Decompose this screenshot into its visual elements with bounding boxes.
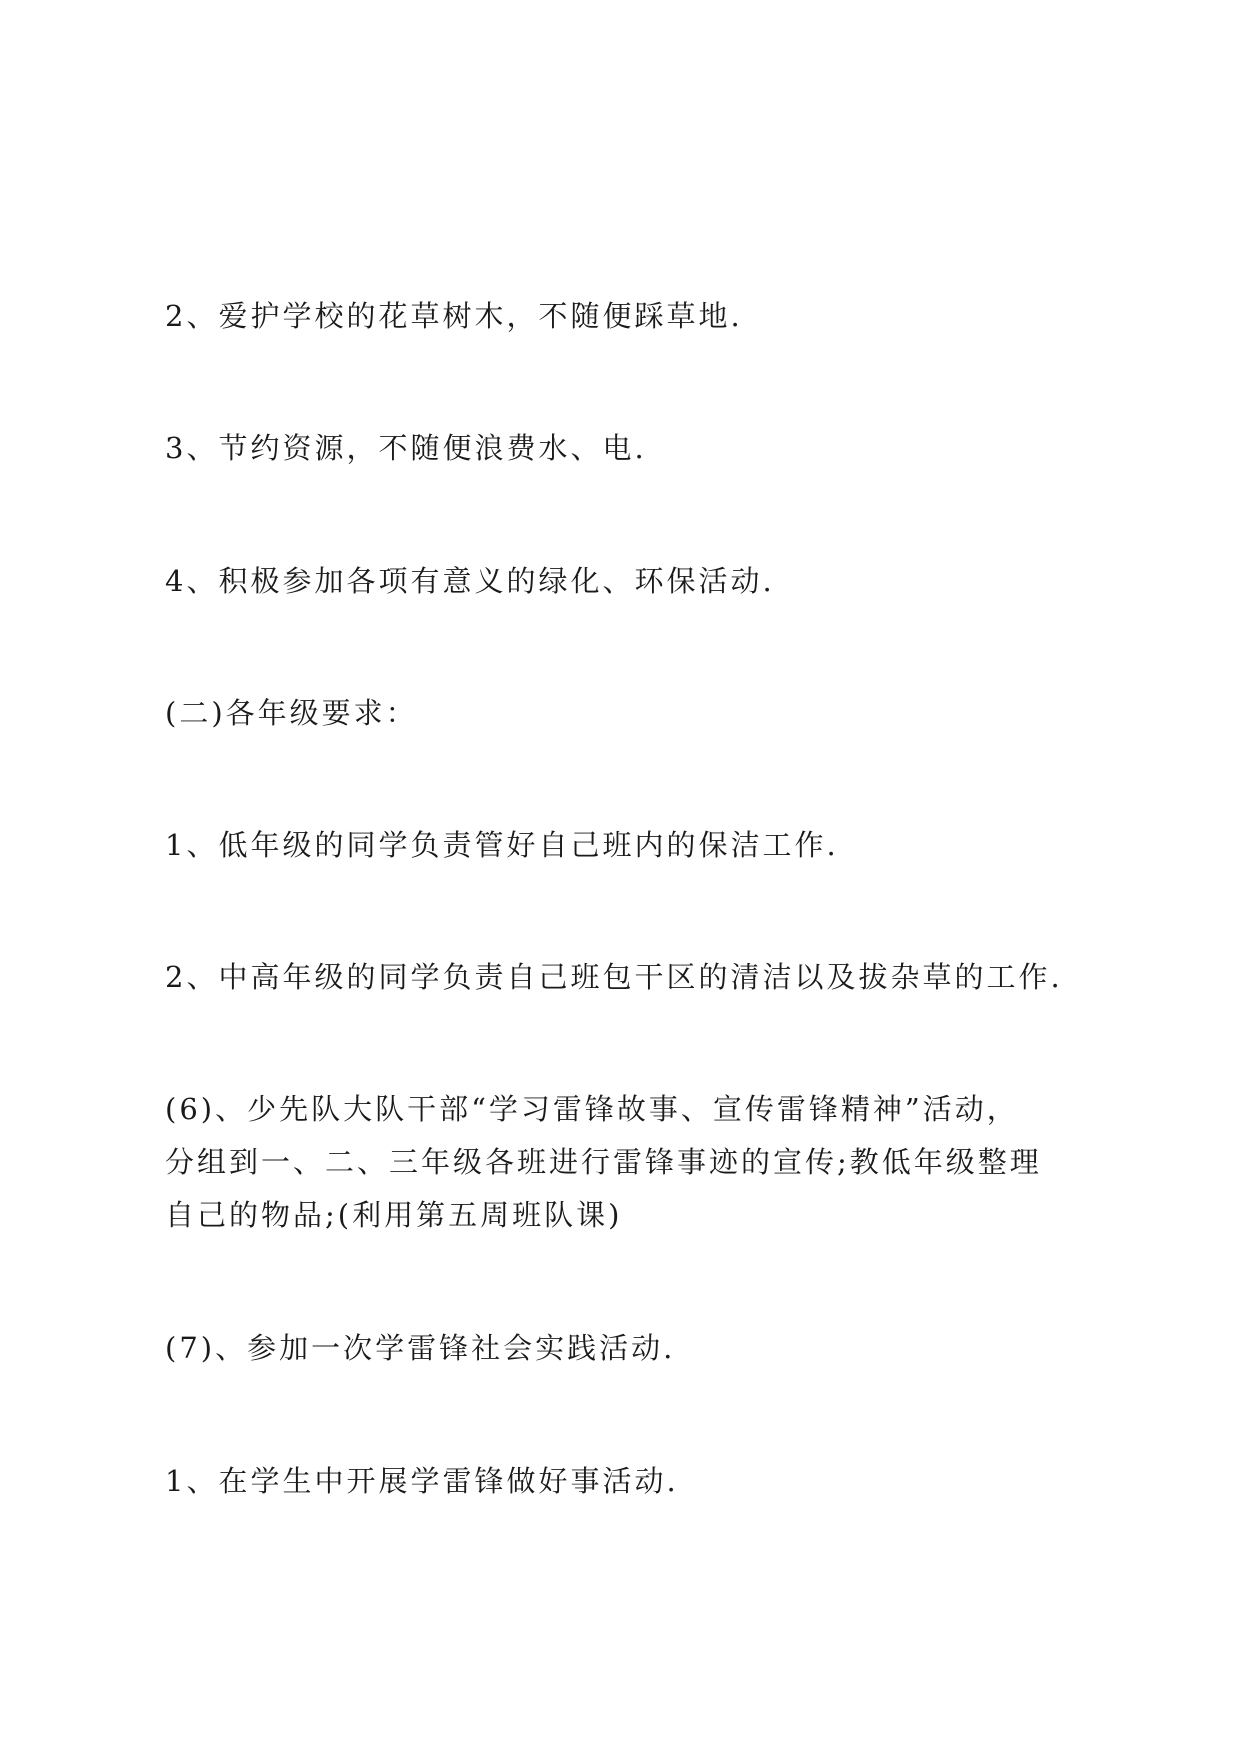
- text-line: 自己的物品;(利用第五周班队课): [165, 1198, 623, 1232]
- text-line: (6)、少先队大队干部“学习雷锋故事、宣传雷锋精神”活动，: [165, 1092, 1019, 1126]
- paragraph-leifeng-stories: [165, 1083, 1105, 1242]
- text-line: (7)、参加一次学雷锋社会实践活动.: [165, 1331, 676, 1365]
- section-heading-grade-requirements: [165, 687, 1105, 740]
- text-line: (二)各年级要求：: [165, 696, 418, 730]
- paragraph-upper-grades: [165, 951, 1105, 1004]
- paragraph-save-resources: [165, 422, 1105, 475]
- text-line: 分组到一、二、三年级各班进行雷锋事迹的宣传;教低年级整理: [165, 1145, 1042, 1179]
- paragraph-lower-grades: [165, 819, 1105, 872]
- paragraph-social-practice: [165, 1322, 1105, 1375]
- text-line: 3、节约资源，不随便浪费水、电.: [165, 431, 647, 465]
- text-line: 2、中高年级的同学负责自己班包干区的清洁以及拔杂草的工作.: [165, 960, 1063, 994]
- text-line: 2、爱护学校的花草树木，不随便踩草地.: [165, 299, 743, 333]
- paragraph-green-activities: [165, 555, 1105, 608]
- text-line: 1、低年级的同学负责管好自己班内的保洁工作.: [165, 828, 839, 862]
- text-line: 1、在学生中开展学雷锋做好事活动.: [165, 1464, 679, 1498]
- paragraph-good-deeds: [165, 1455, 1105, 1508]
- text-line: 4、积极参加各项有意义的绿化、环保活动.: [165, 564, 775, 598]
- paragraph-care-plants: [165, 290, 1105, 343]
